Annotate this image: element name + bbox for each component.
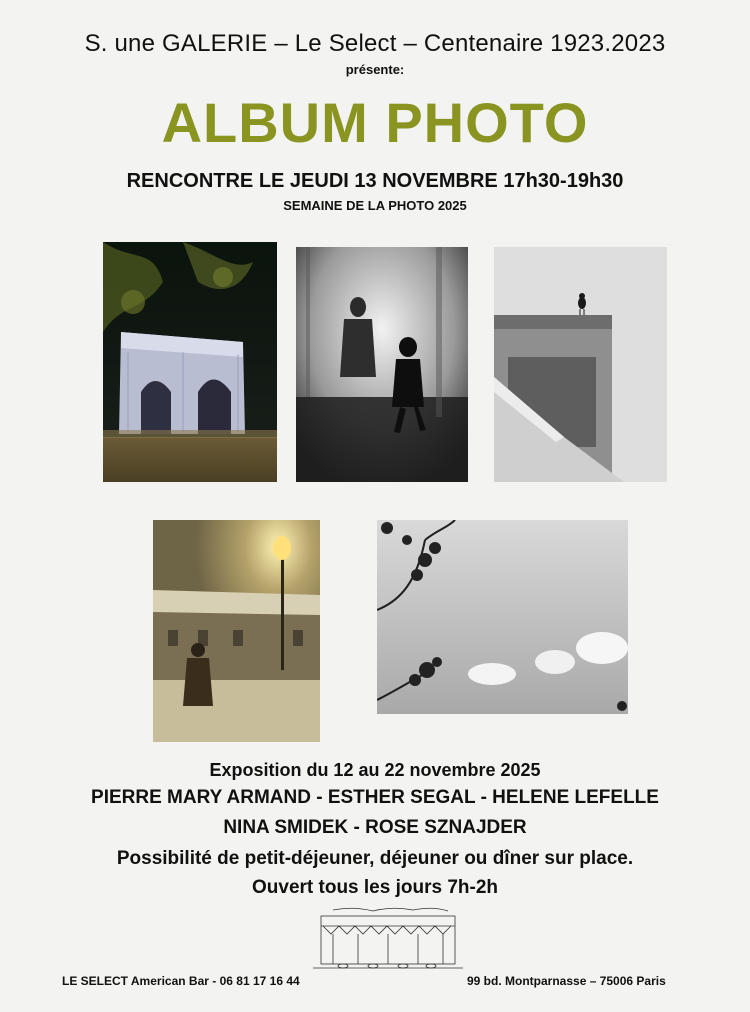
photo-bird-building bbox=[494, 247, 667, 482]
photo-sky-clouds-branches bbox=[377, 520, 628, 714]
photo-arc-de-triomphe bbox=[103, 242, 277, 482]
artists-line-1: PIERRE MARY ARMAND - ESTHER SEGAL - HELENE LEFELLE bbox=[91, 787, 659, 808]
presents-label: présente: bbox=[345, 62, 405, 77]
artists-line-2: NINA SMIDEK - ROSE SZNAJDER bbox=[223, 817, 527, 838]
photo-misty-silhouettes bbox=[296, 247, 468, 482]
exhibition-dates: Exposition du 12 au 22 novembre 2025 bbox=[209, 760, 541, 780]
footer-contact: LE SELECT American Bar - 06 81 17 16 44 bbox=[62, 974, 300, 988]
opening-hours: Ouvert tous les jours 7h-2h bbox=[252, 877, 498, 898]
gallery-line: S. une GALERIE – Le Select – Centenaire 1923.2023 bbox=[84, 30, 666, 57]
dining-note: Possibilité de petit-déjeuner, déjeuner ou dîner sur place. bbox=[116, 848, 634, 869]
le-select-cafe-sketch bbox=[313, 906, 463, 974]
photo-week-line: SEMAINE DE LA PHOTO 2025 bbox=[283, 198, 467, 213]
meeting-line: RENCONTRE LE JEUDI 13 NOVEMBRE 17h30-19h30 bbox=[126, 170, 624, 192]
photo-snowy-street-lamp bbox=[153, 520, 320, 742]
footer-address: 99 bd. Montparnasse – 75006 Paris bbox=[467, 974, 666, 988]
album-title: ALBUM PHOTO bbox=[161, 91, 589, 154]
